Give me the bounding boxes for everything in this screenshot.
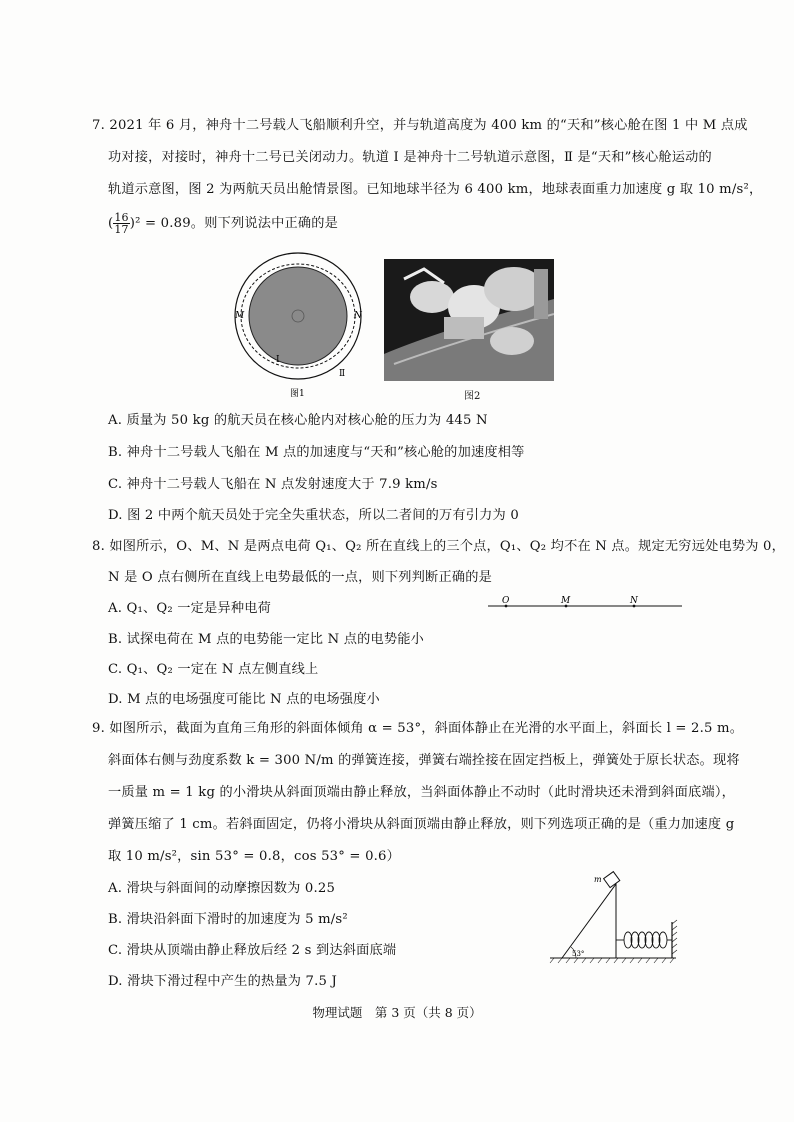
q7-figure2-astronaut-photo: [384, 259, 554, 381]
fig2-caption: 图2: [464, 391, 481, 402]
q7-figure1-orbit-diagram: [226, 250, 374, 400]
q8-point-line-diagram: [488, 594, 684, 614]
q9-line4: 弹簧压缩了 1 cm。若斜面固定，仍将小滑块从斜面顶端由静止释放，则下列选项正确的是（重力加速度 g: [108, 817, 735, 832]
slider-block: [604, 872, 620, 888]
fig1-orbit2-label: Ⅱ: [339, 369, 346, 379]
spring: [616, 932, 672, 948]
q8-line2: N 是 O 点右侧所在直线上电势最低的一点，则下列判断正确的是: [108, 570, 492, 585]
q9-fig-angle-label: 53°: [572, 950, 585, 958]
q7-option-b: B. 神舟十二号载人飞船在 M 点的加速度与“天和”核心舱的加速度相等: [108, 445, 525, 460]
q9-line3: 一质量 m = 1 kg 的小滑块从斜面顶端由静止释放，当斜面体静止不动时（此时滑块还未滑到斜面底端），: [108, 785, 736, 800]
q7-line4: ( $\frac{16}{17}$ )² = 0.89。则下列说法中正确的是: [108, 211, 339, 236]
q8-option-c: C. Q₁、Q₂ 一定在 N 点左侧直线上: [108, 662, 319, 677]
incline-triangle: [562, 884, 616, 958]
page-footer: 物理试题 第 3 页（共 8 页）: [312, 1005, 482, 1020]
q9-option-b: B. 滑块沿斜面下滑时的加速度为 5 m/s²: [108, 912, 348, 927]
q7-option-d: D. 图 2 中两个航天员处于完全失重状态，所以二者间的万有引力为 0: [108, 508, 519, 523]
q8-option-a: A. Q₁、Q₂ 一定是异种电荷: [108, 601, 271, 616]
q8-fig-m-label: M: [561, 596, 571, 606]
q9-line2: 斜面体右侧与劲度系数 k = 300 N/m 的弹簧连接，弹簧右端拴接在固定挡板上，弹簧处于原长状态。现将: [108, 753, 740, 768]
q9-line1: 9. 如图所示，截面为直角三角形的斜面体倾角 α = 53°，斜面体静止在光滑的水平面上，斜面长 l = 2.5 m。: [92, 721, 744, 736]
q7-option-c: C. 神舟十二号载人飞船在 N 点发射速度大于 7.9 km/s: [108, 477, 438, 492]
earth-circle: [249, 267, 347, 365]
q9-incline-spring-diagram: [548, 866, 684, 970]
q9-option-c: C. 滑块从顶端由静止释放后经 2 s 到达斜面底端: [108, 943, 397, 958]
fig1-orbit1-label: Ⅰ: [276, 355, 280, 365]
q9-option-a: A. 滑块与斜面间的动摩擦因数为 0.25: [108, 881, 336, 896]
q7-line1: 7. 2021 年 6 月，神舟十二号载人飞船顺利升空，并与轨道高度为 400 km 的“天和”核心舱在图 1 中 M 点成: [92, 118, 748, 133]
q7-option-a: A. 质量为 50 kg 的航天员在核心舱内对核心舱的压力为 445 N: [108, 413, 488, 428]
q9-fig-m-label: m: [594, 875, 602, 884]
fig1-m-label: M: [235, 311, 245, 321]
q9-line5: 取 10 m/s²，sin 53° = 0.8，cos 53° = 0.6）: [108, 849, 401, 864]
astronaut-photo-illustration: [384, 259, 554, 381]
fig1-n-label: N: [354, 311, 362, 321]
q8-option-d: D. M 点的电场强度可能比 N 点的电场强度小: [108, 692, 380, 707]
q8-line1: 8. 如图所示，O、M、N 是两点电荷 Q₁、Q₂ 所在直线上的三个点，Q₁、Q₂ 均不在 N 点。规定无穷远处电势为 0，: [92, 539, 786, 554]
q7-line3: 轨道示意图，图 2 为两航天员出舱情景图。已知地球半径为 6 400 km，地球表面重力加速度 g 取 10 m/s²，: [108, 182, 763, 197]
q7-fraction: $\frac{16}{17}$: [114, 211, 129, 236]
fig1-caption: 图1: [290, 389, 305, 399]
q7-line2: 功对接，对接时，神舟十二号已关闭动力。轨道 Ⅰ 是神舟十二号轨道示意图，Ⅱ 是“天和”核心舱运动的: [108, 150, 712, 165]
q8-option-b: B. 试探电荷在 M 点的电势能一定比 N 点的电势能小: [108, 632, 425, 647]
q8-fig-n-label: N: [630, 596, 638, 606]
q8-fig-o-label: O: [502, 596, 510, 606]
q9-option-d: D. 滑块下滑过程中产生的热量为 7.5 J: [108, 974, 337, 989]
